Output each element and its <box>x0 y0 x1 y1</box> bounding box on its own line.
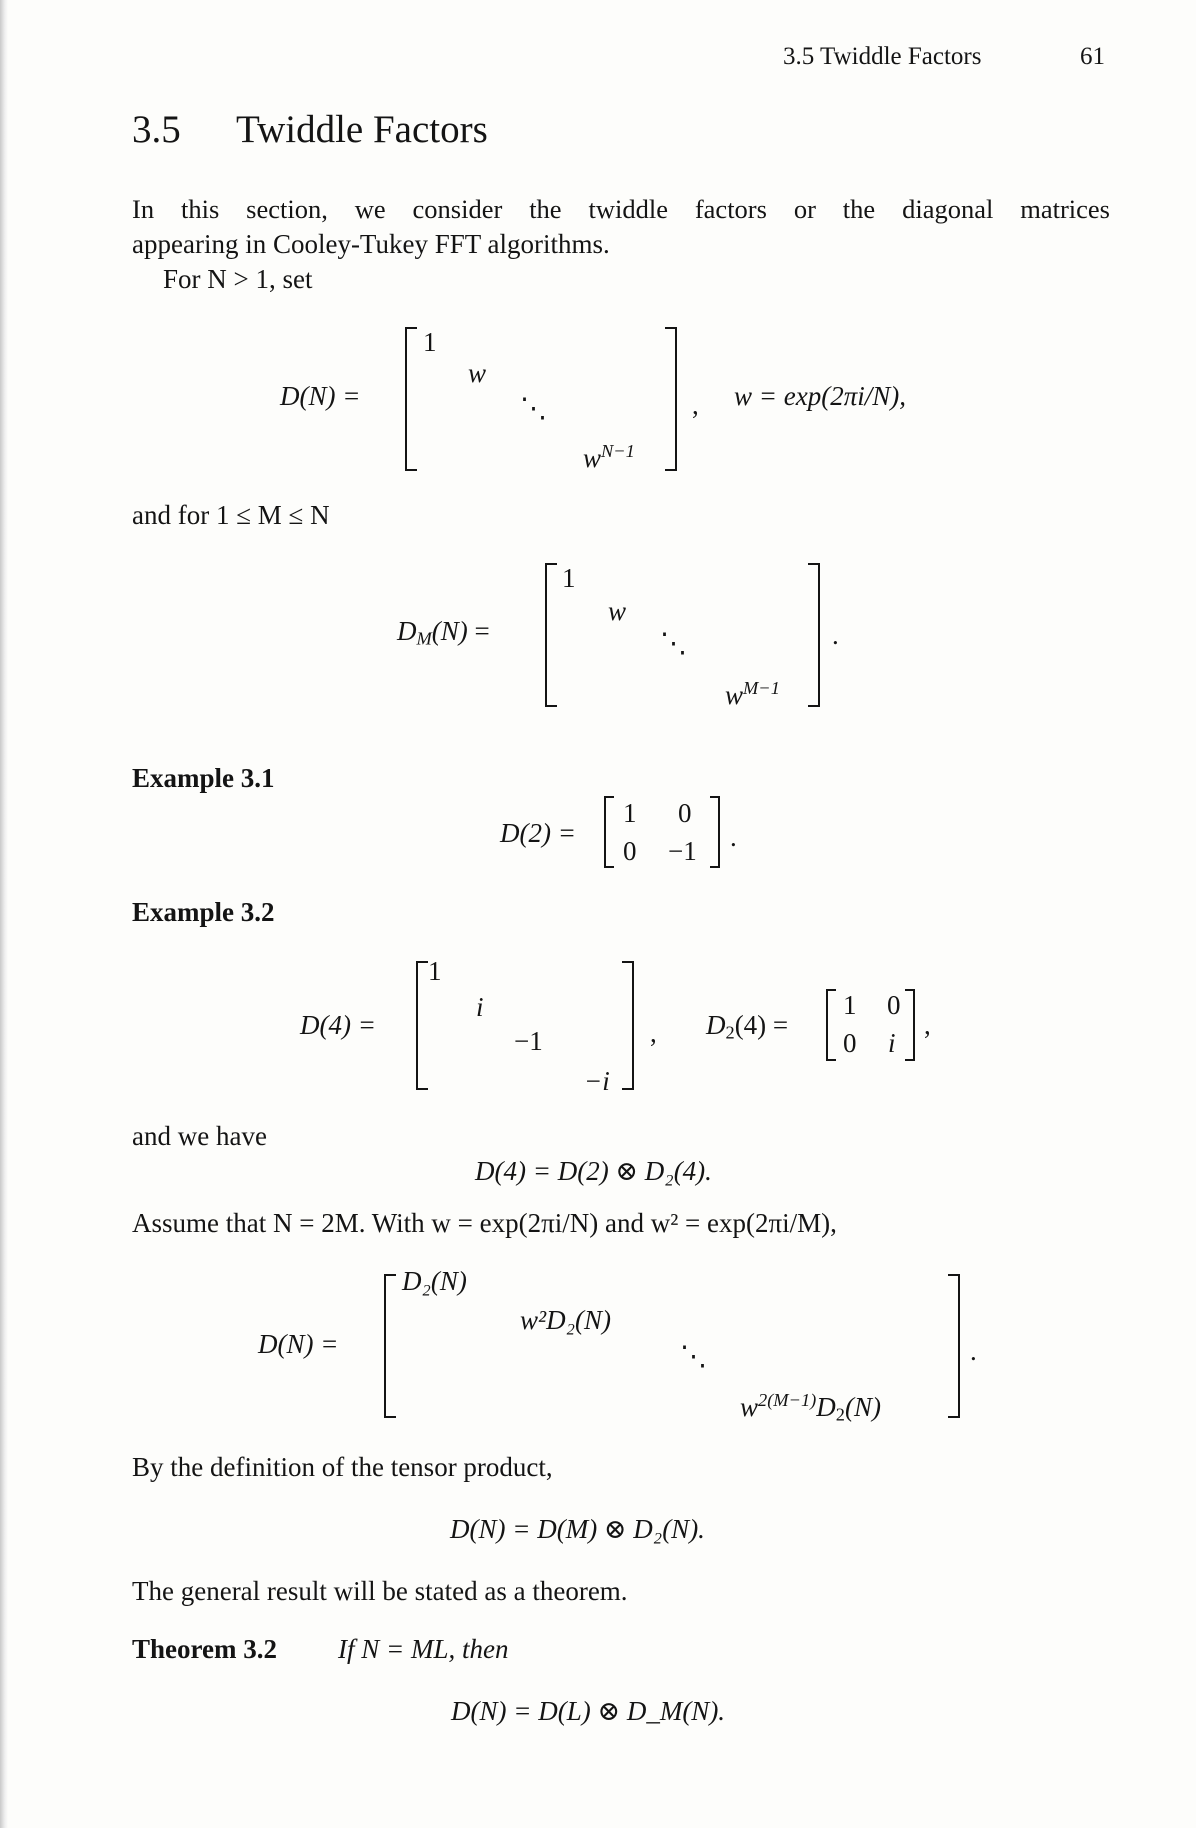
ex32-entry-i: i <box>476 992 484 1022</box>
ex32-lhs: D(4) = <box>300 1010 376 1040</box>
page-edge-shadow <box>0 0 8 1828</box>
ex32-m2-left-bracket <box>826 989 836 1061</box>
ex32-m2-11: 1 <box>843 990 857 1020</box>
eq2-right-bracket <box>808 563 820 707</box>
equation-final: D(N) = D(L) ⊗ D_M(N). <box>451 1696 726 1726</box>
ex32-lhs2: $D_2(4)$ = <box>706 1010 789 1043</box>
eqdn-entry-w2d2: w²D₂(N) <box>520 1305 611 1335</box>
ex32-left-bracket <box>416 961 428 1090</box>
section-number: 3.5 <box>132 108 181 151</box>
eq2-ddots: ⋱ <box>660 628 687 658</box>
ex32-entry-minus1: −1 <box>514 1026 543 1056</box>
eq1-rhs: w = exp(2πi/N), <box>734 381 906 411</box>
ex32-comma: , <box>650 1018 657 1048</box>
eqdn-right-bracket <box>948 1274 960 1418</box>
ex32-m2-21: 0 <box>843 1028 857 1058</box>
ex32-entry-minus-i: −i <box>584 1066 610 1096</box>
eqdn-left-bracket <box>384 1274 396 1418</box>
running-header: 3.5 Twiddle Factors <box>783 43 982 70</box>
example-3-1-label: Example 3.1 <box>132 763 275 793</box>
theorem-label: Theorem 3.2 <box>132 1634 277 1664</box>
ex31-m21: 0 <box>623 836 637 866</box>
eq1-left-bracket <box>405 327 417 471</box>
eqdn-entry-d2: D₂(N) <box>402 1266 467 1296</box>
intro-for-text: For N > 1, set <box>163 264 313 294</box>
ex32-comma2: , <box>924 1010 931 1040</box>
eq2-entry-w: w <box>608 596 627 626</box>
eq1-comma: , <box>692 390 699 420</box>
ex31-lhs: D(2) = <box>500 818 576 848</box>
general-result-text: The general result will be stated as a theorem. <box>132 1576 628 1606</box>
eq2-entry-1: 1 <box>562 563 576 593</box>
ex31-left-bracket <box>604 796 614 868</box>
ex32-entry-1: 1 <box>428 956 442 986</box>
ex31-right-bracket <box>710 796 720 868</box>
eq1-ddots: ⋱ <box>520 393 547 423</box>
intro-line-2: appearing in Cooley-Tukey FFT algorithms. <box>132 229 610 259</box>
ex32-m2-22: i <box>888 1028 896 1058</box>
tensor-definition-text: By the definition of the tensor product, <box>132 1452 553 1482</box>
equation-tensor: D(N) = D(M) ⊗ D₂(N). <box>450 1514 705 1544</box>
ex31-m22: −1 <box>668 836 697 866</box>
eq2-entry-wm1: $w^{M-1}$ <box>725 677 780 710</box>
ex32-right-bracket <box>622 961 634 1090</box>
eq1-right-bracket <box>665 327 677 471</box>
eq2-lhs: $D_M(N)$ = <box>397 616 490 649</box>
eqdn-entry-last: $w^{2(M-1)}D_2(N)$ <box>740 1389 881 1425</box>
and-for-text: and for 1 ≤ M ≤ N <box>132 500 330 530</box>
equation-d4-tensor: D(4) = D(2) ⊗ D₂(4). <box>475 1156 712 1186</box>
eqdn-lhs: D(N) = <box>258 1329 339 1359</box>
eqdn-ddots: ⋱ <box>680 1341 707 1371</box>
eq1-entry-w: w <box>468 358 487 388</box>
eq1-entry-1: 1 <box>423 327 437 357</box>
ex32-m2-12: 0 <box>887 990 901 1020</box>
ex31-period: . <box>730 822 737 852</box>
and-we-have-text: and we have <box>132 1121 267 1151</box>
ex32-m2-right-bracket <box>905 989 915 1061</box>
ex31-m12: 0 <box>678 798 692 828</box>
eqdn-period: . <box>970 1336 977 1366</box>
section-title: Twiddle Factors <box>236 108 488 151</box>
example-3-2-label: Example 3.2 <box>132 897 275 927</box>
eq2-period: . <box>832 620 839 650</box>
eq1-lhs: D(N) = <box>280 381 361 411</box>
ex31-m11: 1 <box>623 798 637 828</box>
assume-text: Assume that N = 2M. With w = exp(2πi/N) and w² = exp(2πi/M), <box>132 1208 837 1238</box>
theorem-statement: If N = ML, then <box>338 1634 509 1664</box>
eq2-left-bracket <box>545 563 557 707</box>
page-number: 61 <box>1080 43 1105 70</box>
eq1-entry-wn1: $w^{N-1}$ <box>583 440 635 473</box>
intro-line-1: In this section, we consider the twiddle factors or the diagonal matrices <box>132 194 1110 224</box>
